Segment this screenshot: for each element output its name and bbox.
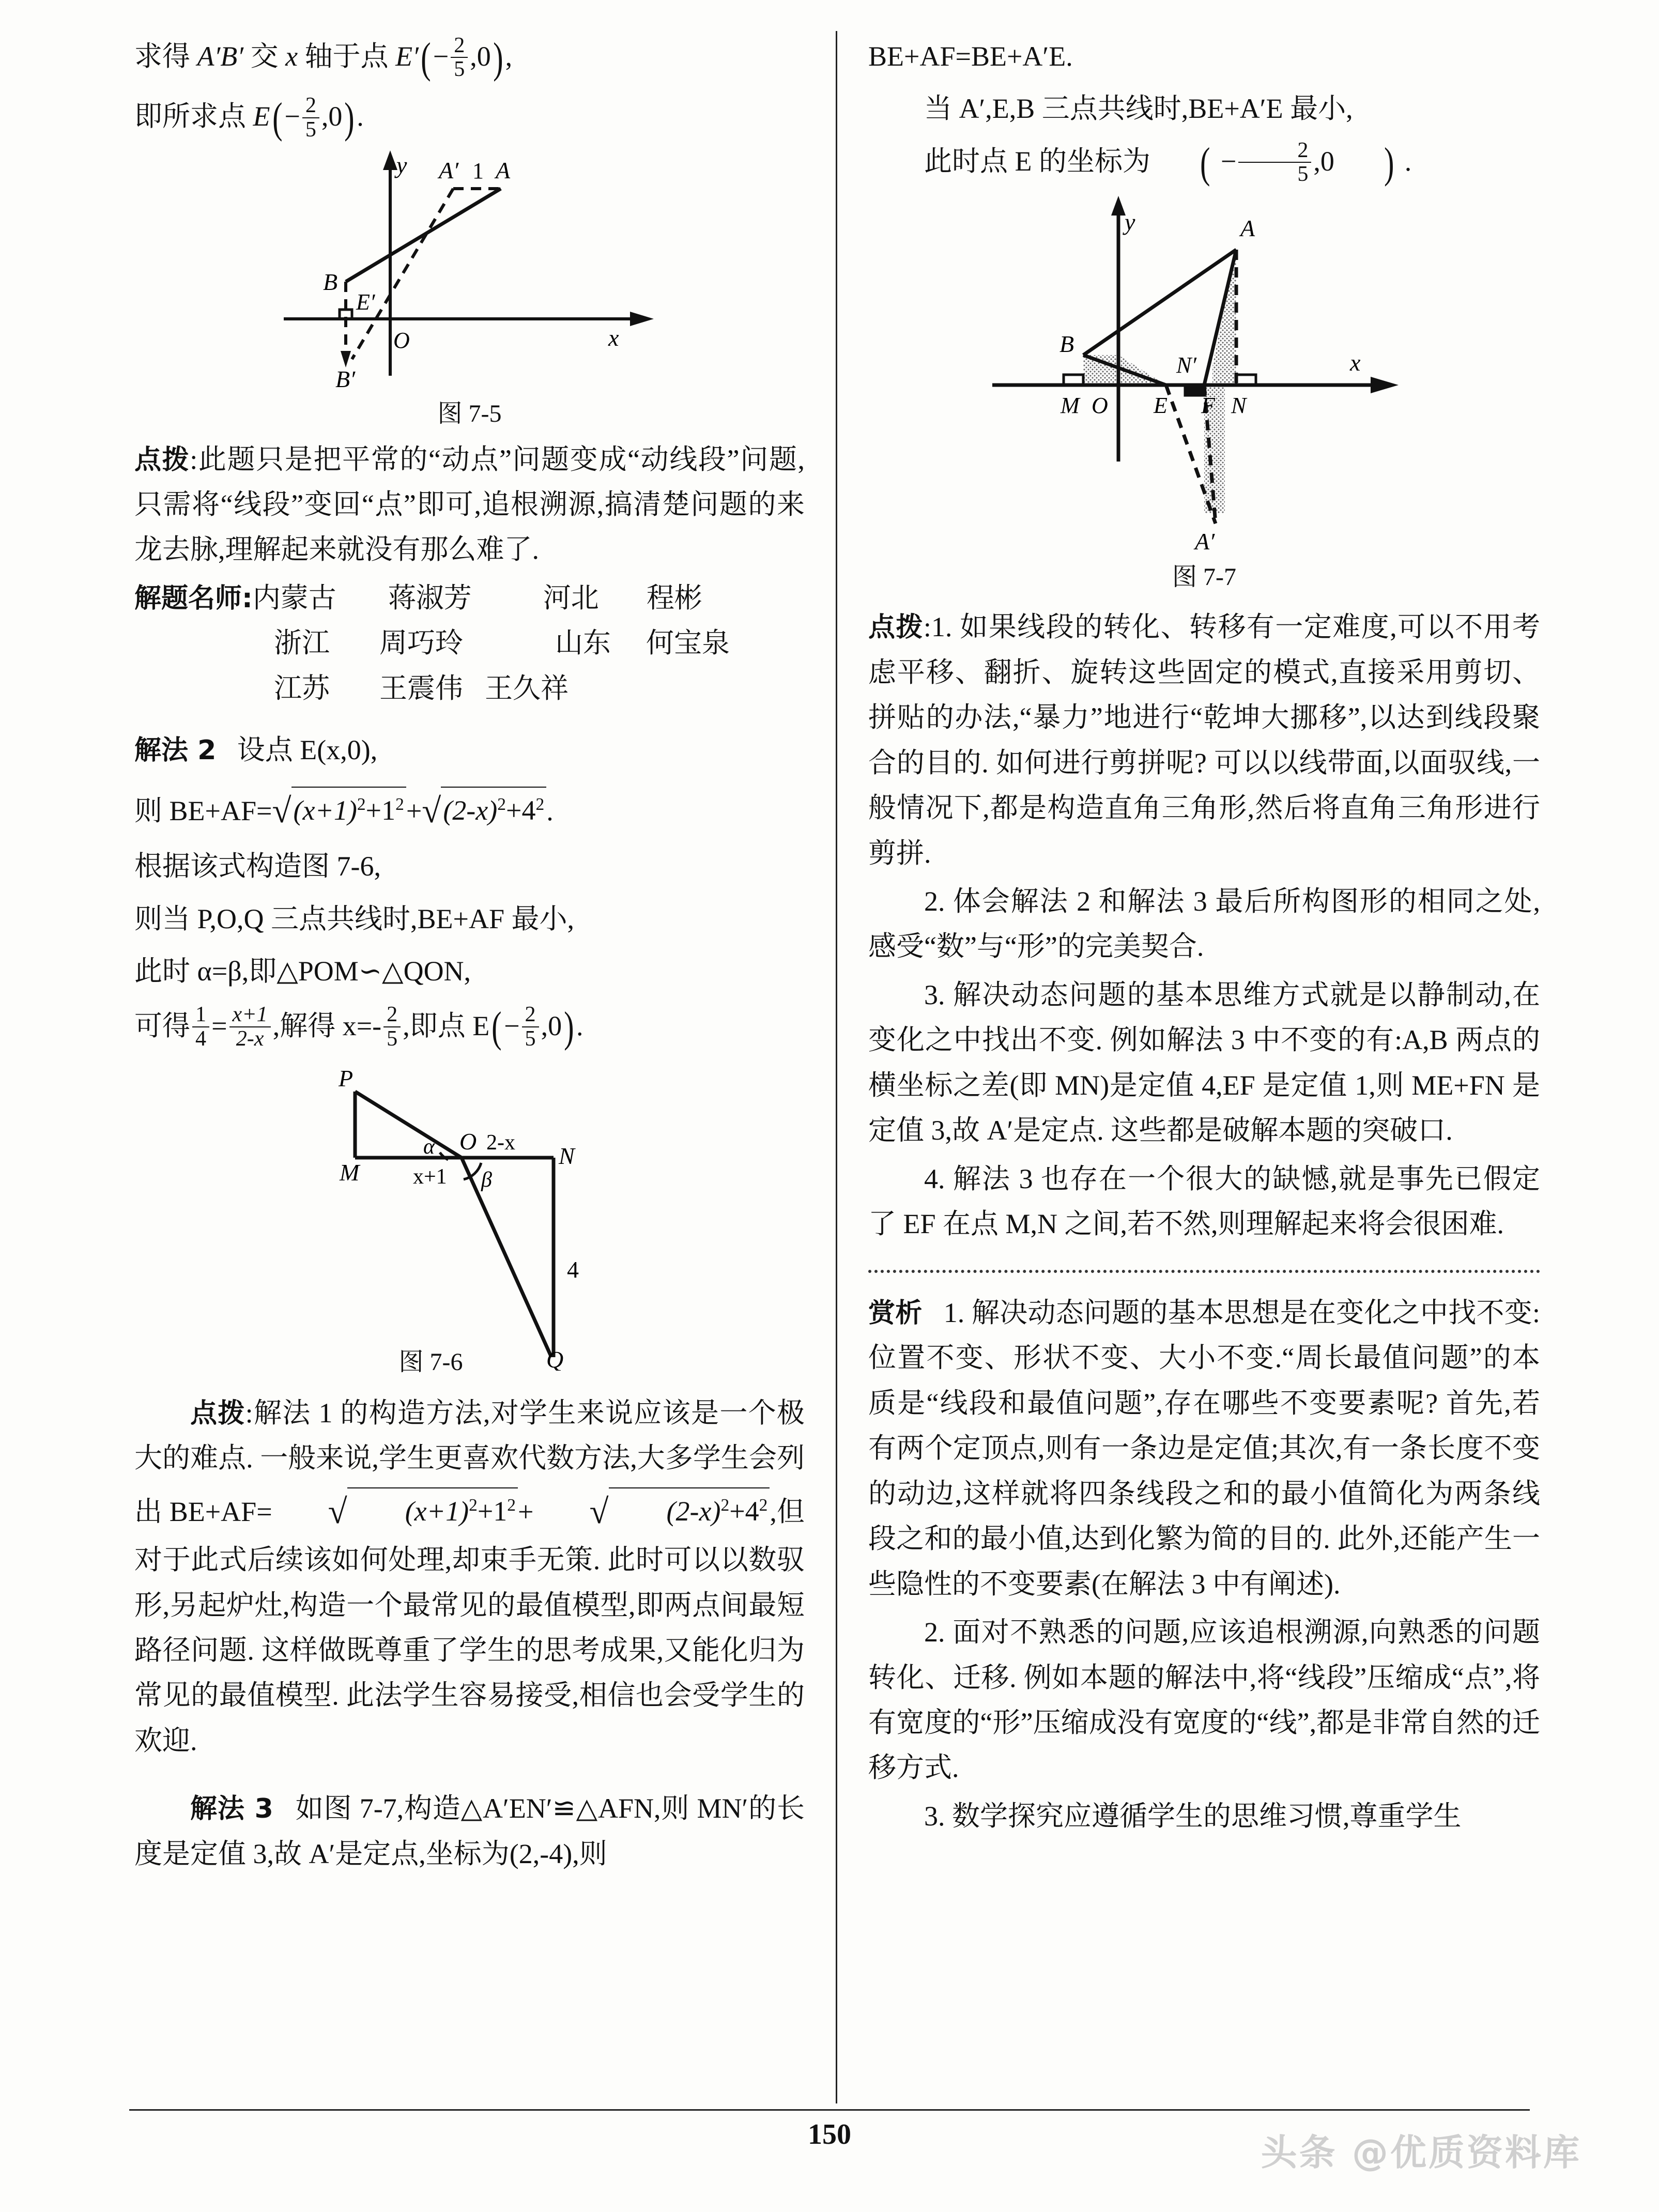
- equation-intro: 求得 A′B′ 交 x 轴于点 E′(− $\frac{2}{5}$ ,0),: [134, 33, 513, 82]
- author-row: [134, 576, 805, 621]
- fraction-two-fifths: [451, 34, 468, 81]
- label-A: A: [495, 157, 510, 183]
- figure-7-7: [868, 193, 1540, 592]
- right-column: [837, 31, 1545, 2103]
- label-F: F: [1201, 393, 1215, 419]
- label-P: P: [338, 1065, 353, 1092]
- author-region: 内蒙古: [252, 582, 336, 613]
- open-paren: (: [491, 1003, 502, 1052]
- label-x: x: [1350, 349, 1361, 376]
- solution-2-heading: [134, 728, 805, 773]
- label-O: O: [1092, 393, 1108, 419]
- eq-intro-mid: 交: [243, 41, 286, 72]
- label-E: E: [1154, 393, 1168, 419]
- tip-label: 点拨: [868, 612, 924, 643]
- open-paren: (: [272, 94, 283, 143]
- fraction-numerator: 2: [383, 1003, 401, 1027]
- solution-2-line-1: 设点 E(x,0),: [237, 734, 378, 766]
- fraction-numerator: 2: [522, 1003, 539, 1027]
- formula-prefix: 则 BE+AF=: [134, 795, 272, 826]
- eq-intro-x: x: [285, 41, 298, 72]
- label-y: y: [1125, 209, 1135, 236]
- tip-paragraph-1: [134, 437, 805, 573]
- tip-text-3: 3. 解决动态问题的基本思维方式就是以静制动,在变化之中找出不变. 例如解法 3 中不变的有:A,B 两点的横坐标之差(即 MN)是定值 4,EF 是定值 1,则 ME+FN 是定值 3,故 A′是定点. 这些都是破解本题的突破口.: [868, 979, 1540, 1146]
- label-A: A: [1240, 215, 1255, 242]
- tip-text-part2: ,但对于此式后续该如何处理,却束手无策. 此时可以以数驭形,另起炉灶,构造一个最常见的最值模型,即两点间最短路径问题. 这样做既尊重了学生的思考成果,又能化归为常见的最值模型. 此法学生容易接受,相信也会受学生的欢迎.: [134, 1496, 805, 1756]
- solution-2-line-6: 可得 $\frac{1}{4}$ = $\frac{x+1}{2-x}$ ,解得 x=- $\frac{2}{5}$ ,即点 E(− $\frac{2}{5}$ ,0).: [134, 1002, 583, 1052]
- eq-result-zero: 0: [328, 101, 343, 132]
- radicand-b: +4: [729, 1495, 759, 1527]
- fraction-x-ratio: [229, 1003, 271, 1050]
- figure-7-7-caption: 图 7-7: [1172, 563, 1236, 591]
- eq-intro-e: E′: [395, 41, 419, 72]
- label-2-minus-x: 2-x: [486, 1130, 515, 1155]
- open-paren: (: [1200, 139, 1210, 187]
- line3-zero: 0: [1320, 145, 1334, 177]
- close-paren: ): [493, 34, 503, 82]
- author-name: 王久祥: [485, 672, 569, 704]
- right-equation-top: BE+AF=BE+A′E.: [868, 41, 1073, 72]
- tip-label: 点拨: [190, 1397, 245, 1429]
- author-name: 何宝泉: [646, 627, 730, 659]
- line6-zero: 0: [548, 1010, 562, 1041]
- fraction-numerator: 1: [192, 1003, 209, 1027]
- figure-7-5: [134, 148, 805, 429]
- eq-intro-mid2: 轴于点: [298, 41, 396, 72]
- solution-2-line-3: 根据该式构造图 7-6,: [134, 851, 381, 882]
- line3-prefix: 此时点 E 的坐标为: [924, 145, 1150, 177]
- label-one: 1: [472, 158, 484, 183]
- tip-text-1: :1. 如果线段的转化、转移有一定难度,可以不用考虑平移、翻折、旋转这些固定的模式,直接采用剪切、拼贴的办法,“暴力”地进行“乾坤大挪移”,以达到线段聚合的目的. 如何进行剪拼呢? 可以以线带面,以面驭线,一般情况下,都是构造直角三角形,然后将直角三角形进行剪拼.: [868, 611, 1540, 869]
- close-paren: ): [564, 1003, 574, 1052]
- appreciation-paragraph-1: [868, 1291, 1540, 1607]
- label-B-prime: B′: [335, 365, 355, 391]
- equation-result: 即所求点 E(− $\frac{2}{5}$ ,0).: [134, 93, 364, 143]
- fraction-numerator: 2: [451, 34, 468, 58]
- tip-paragraph-3: [868, 605, 1540, 876]
- label-alpha: α: [423, 1134, 435, 1159]
- close-paren: ): [1384, 139, 1394, 187]
- fraction-two-fifths: [302, 94, 319, 141]
- appreciation-label: 赏析: [868, 1297, 923, 1329]
- solution-2-line-5: 此时 α=β,即△POM∽△QON,: [134, 956, 471, 987]
- appreciation-text-3: 3. 数学探究应遵循学生的思维习惯,尊重学生: [924, 1800, 1462, 1832]
- label-four: 4: [566, 1256, 579, 1283]
- fraction-denominator: 4: [195, 1026, 207, 1051]
- fraction-numerator: x+1: [229, 1003, 271, 1027]
- radicand-a: (x+1): [293, 794, 357, 826]
- author-list: [134, 576, 805, 711]
- label-O: O: [459, 1128, 477, 1155]
- label-N: N: [1231, 393, 1247, 419]
- eq-intro-prefix: 求得: [134, 41, 197, 72]
- fraction-denominator: 5: [454, 57, 465, 82]
- tip-text-4: 4. 解法 3 也存在一个很大的缺憾,就是事先已假定了 EF 在点 M,N 之间,若不然,则理解起来将会很困难.: [868, 1163, 1540, 1240]
- eq-result-e: E: [253, 101, 270, 132]
- label-A-prime: A′: [1195, 528, 1215, 555]
- tip-text: :此题只是把平常的“动点”问题变成“动线段”问题,只需将“线段”变回“点”即可,追根溯源,搞清楚问题的来龙去脉,理解起来就没有那么难了.: [134, 443, 805, 565]
- label-E-prime: E′: [356, 289, 375, 315]
- fraction-one-fourth: [192, 1003, 209, 1050]
- author-region: 浙江: [274, 627, 330, 659]
- author-list-colon: :: [242, 582, 253, 614]
- eq-intro-ab: A′B′: [197, 41, 244, 72]
- label-M: M: [1061, 393, 1080, 419]
- open-paren: (: [421, 34, 431, 82]
- fraction-denominator: 5: [525, 1026, 536, 1051]
- fraction-denominator: 5: [387, 1026, 398, 1051]
- author-region: 江苏: [274, 672, 330, 704]
- author-name: 程彬: [646, 582, 702, 613]
- solution-2-formula: [134, 780, 805, 837]
- line3-tail: .: [1404, 145, 1412, 177]
- label-A-prime: A′: [438, 157, 458, 183]
- label-O: O: [393, 327, 410, 353]
- solution-2-label: 解法 2: [134, 735, 217, 766]
- eq-intro-tail: ,: [505, 41, 513, 72]
- label-x-plus-1: x+1: [412, 1164, 447, 1189]
- radical-2: $√(2-x)^2+4^2$: [422, 780, 546, 837]
- fraction-denominator: 5: [1297, 162, 1309, 187]
- label-x: x: [608, 324, 619, 351]
- line6-equals: =: [211, 1010, 227, 1041]
- author-region: 河北: [543, 582, 599, 613]
- left-column: [129, 31, 837, 2103]
- figure-7-5-caption: 图 7-5: [437, 400, 502, 427]
- author-name: 蒋淑芳: [388, 582, 472, 613]
- solution-3-label: 解法 3: [190, 1793, 273, 1825]
- line6-prefix: 可得: [134, 1010, 190, 1041]
- radicand-b: +4: [505, 794, 536, 826]
- fraction-numerator: 2: [1238, 139, 1311, 163]
- right-line-3: 此时点 E 的坐标为 ( − $\frac{2}{5}$ ,0 ) .: [924, 137, 1412, 187]
- appreciation-text-2: 2. 面对不熟悉的问题,应该追根溯源,向熟悉的问题转化、迁移. 例如本题的解法中,将“线段”压缩成“点”,将有宽度的“形”压缩成没有宽度的“线”,都是非常自然的迁移方式.: [868, 1617, 1540, 1784]
- footer-rule: [129, 2109, 1530, 2111]
- fraction-two-fifths: [1238, 139, 1311, 186]
- tip-text-part1: :解法 1 的构造方法,对学生来说应该是一个极大的难点. 一般来说,学生更喜欢代数方法,大多学生会列出 BE+AF=: [134, 1397, 805, 1527]
- figure-7-6-caption: 图 7-6: [398, 1348, 463, 1376]
- formula-plus: +: [406, 795, 422, 826]
- radicand-a: (2-x): [666, 1495, 721, 1527]
- radicand-b: +1: [365, 794, 396, 826]
- tip-paragraph-2: [134, 1391, 805, 1764]
- two-column-body: [129, 31, 1556, 2103]
- label-N-prime: N′: [1176, 352, 1196, 378]
- tip-text-2: 2. 体会解法 2 和解法 3 最后所构图形的相同之处,感受“数”与“形”的完美契合.: [868, 886, 1540, 962]
- figure-7-5-drawing: [273, 148, 666, 391]
- fraction-two-fifths: [383, 1003, 401, 1050]
- solution-3-text: 如图 7-7,构造△A′EN′≌△AFN,则 MN′的长度是定值 3,故 A′是定点,坐标为(2,-4),则: [134, 1793, 805, 1869]
- author-name: 周巧玲: [379, 627, 463, 659]
- eq-intro-zero: 0: [477, 41, 491, 72]
- right-line-2: 当 A′,E,B 三点共线时,BE+A′E 最小,: [924, 93, 1353, 125]
- figure-7-7-drawing: [982, 193, 1426, 555]
- solution-3-paragraph: [134, 1786, 805, 1877]
- close-paren: ): [344, 94, 355, 143]
- fraction-denominator: 5: [305, 117, 316, 142]
- radical-1: $√(x+1)^2+1^2$: [272, 780, 406, 837]
- tip-label: 点拨: [134, 444, 190, 475]
- radical-1: √ $(x+1)^2+1^2$: [272, 1481, 518, 1538]
- appreciation-text-1: 1. 解决动态问题的基本思想是在变化之中找不变:位置不变、形状不变、大小不变.“周长最值问题”的本质是“线段和最值问题”,存在哪些不变要素呢? 首先,若有两个定顶点,则有一条边是定值;其次,有一条长度不变的动边,这样就将四条线段之和的最小值简化为两条线段之和的最小值,达到化繁为简的目的. 此外,还能产生一些隐性的不变要素(在解法 3 中有阐述).: [868, 1297, 1540, 1600]
- author-region: 山东: [555, 627, 611, 659]
- label-y: y: [396, 151, 407, 178]
- line6-tail: .: [576, 1010, 583, 1041]
- label-N: N: [558, 1142, 575, 1169]
- fraction-denominator: 2-x: [236, 1026, 264, 1051]
- label-B: B: [1059, 331, 1074, 358]
- figure-7-6-drawing: [289, 1061, 651, 1371]
- author-row: [134, 621, 805, 666]
- label-Q: Q: [546, 1346, 563, 1371]
- radical-2: √ $(2-x)^2+4^2$: [533, 1481, 770, 1538]
- formula-plus: +: [518, 1496, 534, 1527]
- watermark: 头条 @优质资料库: [1261, 2131, 1581, 2174]
- eq-result-tail: .: [357, 101, 364, 132]
- formula-tail: .: [546, 795, 554, 826]
- radicand-a: (x+1): [405, 1495, 469, 1527]
- radicand-a: (2-x): [443, 794, 498, 826]
- fraction-numerator: 2: [302, 94, 319, 118]
- author-list-label: 解题名师: [134, 582, 242, 614]
- author-row: [134, 666, 805, 711]
- fraction-two-fifths: [522, 1003, 539, 1050]
- page-number: 150: [808, 2118, 851, 2150]
- line6-mid2: ,即点 E: [403, 1010, 490, 1041]
- label-M: M: [339, 1159, 359, 1186]
- author-name: 王震伟: [379, 672, 463, 704]
- section-divider: [868, 1270, 1540, 1273]
- radicand-b: +1: [477, 1495, 508, 1527]
- figure-7-6: [134, 1061, 805, 1377]
- solution-2-line-4: 则当 P,O,Q 三点共线时,BE+AF 最小,: [134, 903, 575, 934]
- label-beta: β: [481, 1168, 492, 1192]
- label-B: B: [322, 268, 337, 295]
- eq-result-prefix: 即所求点: [134, 101, 253, 132]
- line6-mid: ,解得 x=-: [272, 1010, 382, 1041]
